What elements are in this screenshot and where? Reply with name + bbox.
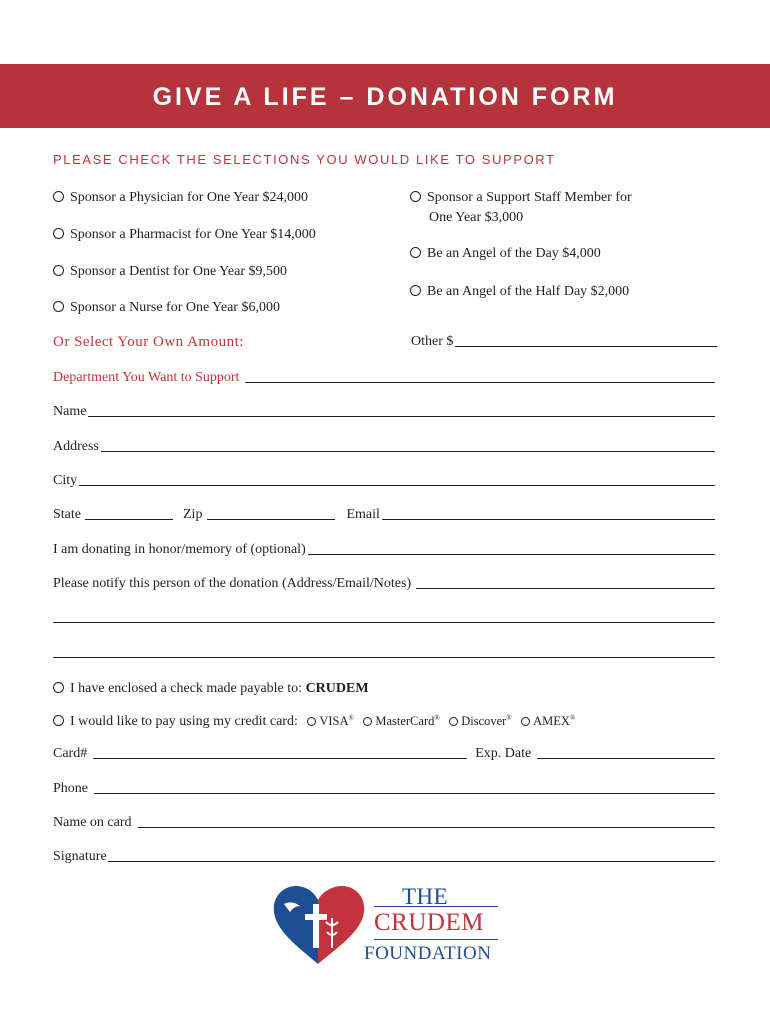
honor-line[interactable] [308,554,715,555]
zip-label: Zip [183,507,203,522]
honor-label: I am donating in honor/memory of (optional) [53,542,306,557]
pay-by-check-option[interactable] [53,679,369,699]
checkbox-circle-icon[interactable] [53,265,64,276]
card-text: I would like to pay using my credit card: [70,714,298,730]
state-line[interactable] [85,519,173,520]
option-physician[interactable] [53,188,308,208]
form-title: GIVE A LIFE – DONATION FORM [152,83,618,111]
name-on-card-field[interactable] [53,811,715,831]
own-amount-label: Or Select Your Own Amount: [53,334,244,350]
signature-field[interactable] [53,845,715,865]
section-heading: PLEASE CHECK THE SELECTIONS YOU WOULD LIKE TO SUPPORT [53,152,556,167]
logo-foundation: FOUNDATION [364,943,492,964]
department-line[interactable] [245,382,715,383]
notify-extra-line-1[interactable] [53,606,715,626]
registered-mark: ® [569,714,576,722]
option-label: Be an Angel of the Day $4,000 [427,246,601,261]
card-number-label: Card# [53,746,88,761]
option-pharmacist[interactable] [53,225,316,245]
card-label: VISA [319,714,349,729]
checkbox-circle-icon[interactable] [53,191,64,202]
name-on-card-line[interactable] [138,827,715,828]
other-amount-field[interactable] [411,330,717,350]
heart-left-half [274,886,318,964]
state-label: State [53,507,81,522]
option-angel-day[interactable] [410,244,601,264]
checkbox-circle-icon[interactable] [410,191,421,202]
other-amount-line[interactable] [455,346,717,347]
card-number-line[interactable] [93,758,467,759]
name-on-card-label: Name on card [53,815,132,830]
notify-extra-line-2[interactable] [53,641,715,661]
exp-date-line[interactable] [537,758,715,759]
signature-label: Signature [53,849,107,864]
honor-field[interactable] [53,538,715,558]
logo-rule-top [374,906,498,907]
notify-line[interactable] [416,588,715,589]
phone-label: Phone [53,781,88,796]
checkbox-circle-icon[interactable] [449,717,458,726]
registered-mark: ® [434,714,440,722]
option-label: Sponsor a Physician for One Year $24,000 [70,190,308,205]
name-label: Name [53,404,87,419]
logo-rule-bottom [374,939,498,940]
card-label: AMEX [533,714,570,729]
card-label: Discover [461,714,507,729]
signature-line[interactable] [108,861,715,862]
checkbox-circle-icon[interactable] [410,247,421,258]
name-field[interactable] [53,400,715,420]
option-support-staff-line2: One Year $3,000 [429,210,524,225]
city-line[interactable] [79,485,715,486]
email-line[interactable] [382,519,715,520]
cross-vertical [313,904,319,948]
notify-label: Please notify this person of the donation (Address/Email/Notes) [53,576,412,591]
zip-line[interactable] [207,519,335,520]
department-label: Department You Want to Support [53,370,240,385]
address-label: Address [53,439,99,454]
checkbox-circle-icon[interactable] [307,717,316,726]
checkbox-circle-icon[interactable] [410,285,421,296]
exp-date-label: Exp. Date [475,746,532,761]
card-amex-option[interactable] [521,714,575,728]
logo-crudem: CRUDEM [374,909,484,936]
card-label: MasterCard [375,714,435,729]
check-text: I have enclosed a check made payable to: [70,681,303,696]
email-label: Email [346,507,380,522]
registered-mark: ® [506,714,512,722]
option-angel-half-day[interactable] [410,282,629,302]
card-visa-option[interactable] [307,714,354,728]
option-support-staff[interactable] [410,188,632,208]
checkbox-circle-icon[interactable] [53,715,64,726]
option-label: Be an Angel of the Half Day $2,000 [427,284,630,299]
card-number-exp-row [53,742,715,762]
checkbox-circle-icon[interactable] [53,228,64,239]
other-amount-label: Other $ [411,334,454,349]
option-dentist[interactable] [53,262,287,282]
checkbox-circle-icon[interactable] [53,301,64,312]
city-field[interactable] [53,469,715,489]
card-discover-option[interactable] [449,714,511,728]
option-label: Sponsor a Dentist for One Year $9,500 [70,264,287,279]
address-field[interactable] [53,435,715,455]
pay-by-card-option[interactable] [53,708,575,732]
option-nurse[interactable] [53,298,280,318]
state-zip-email-row [53,503,715,523]
blank-line[interactable] [53,657,715,658]
phone-field[interactable] [53,777,715,797]
heart-right-half [318,886,364,964]
cross-horizontal [305,914,327,920]
checkbox-circle-icon[interactable] [53,682,64,693]
department-field[interactable] [53,366,715,386]
registered-mark: ® [348,714,354,722]
title-banner [0,64,770,128]
logo-the: THE [402,884,449,909]
option-label: Sponsor a Pharmacist for One Year $14,000 [70,227,316,242]
blank-line[interactable] [53,622,715,623]
card-mastercard-option[interactable] [363,714,439,728]
name-line[interactable] [88,416,715,417]
phone-line[interactable] [94,793,715,794]
option-label: Sponsor a Nurse for One Year $6,000 [70,300,280,315]
option-label: Sponsor a Support Staff Member for [427,190,632,205]
checkbox-circle-icon[interactable] [521,717,530,726]
checkbox-circle-icon[interactable] [363,717,372,726]
notify-field[interactable] [53,572,715,592]
city-label: City [53,473,78,488]
address-line[interactable] [101,451,715,452]
check-payee: CRUDEM [305,681,369,696]
